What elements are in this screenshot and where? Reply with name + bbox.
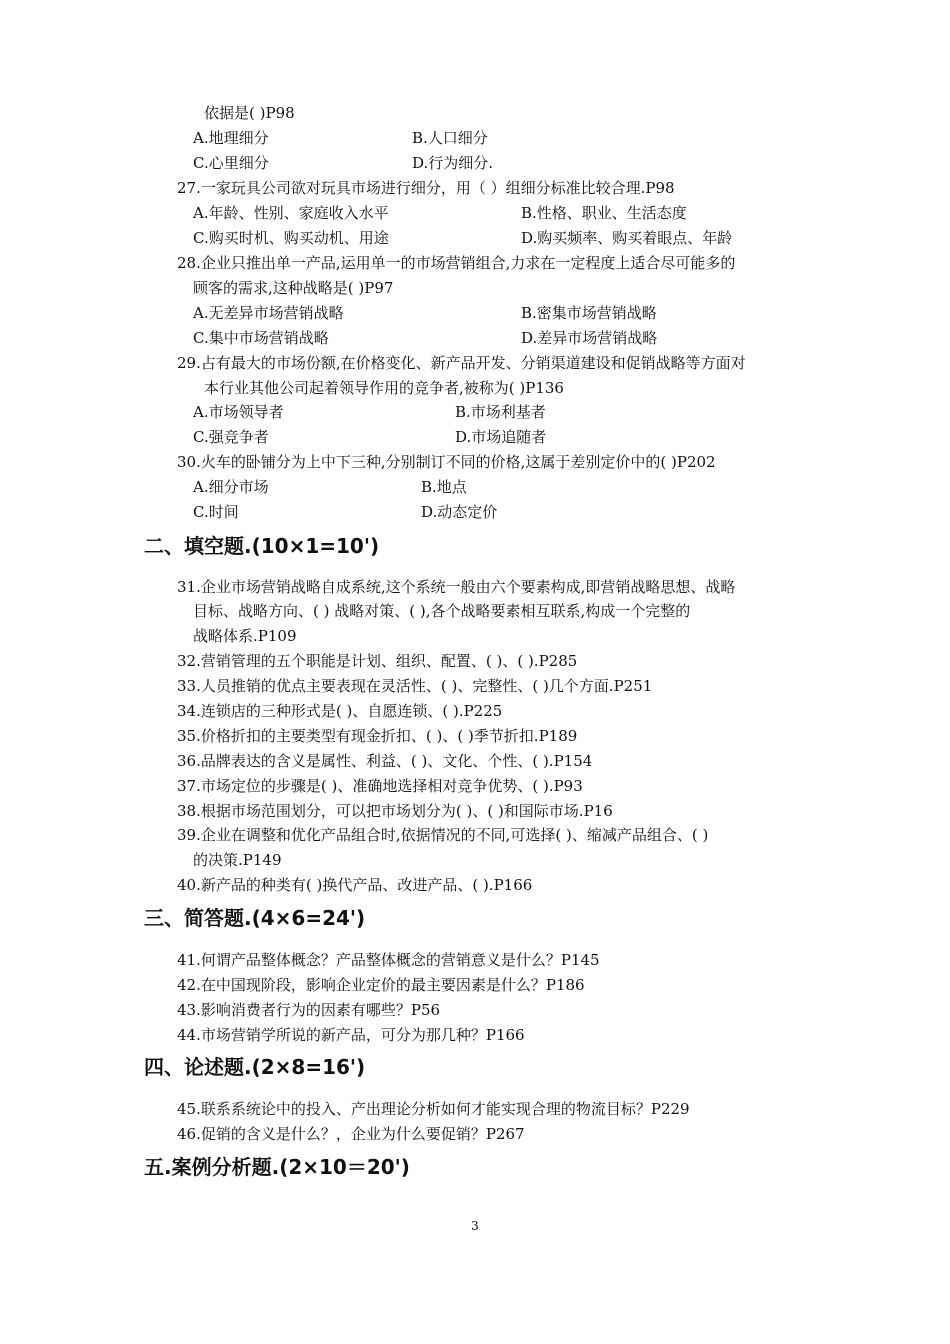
q30-option-c: C.时间 (193, 503, 239, 521)
question-37: 37.市场定位的步骤是( )、准确地选择相对竞争优势、( ).P93 (177, 777, 583, 795)
question-30: 30.火车的卧铺分为上中下三种,分别制订不同的价格,这属于差别定价中的( )P202 (177, 453, 716, 471)
q30-option-b: B.地点 (421, 478, 467, 496)
question-45: 45.联系系统论中的投入、产出理论分析如何才能实现合理的物流目标？P229 (177, 1100, 690, 1118)
question-46: 46.促销的含义是什么？，企业为什么要促销？P267 (177, 1125, 525, 1143)
question-28-line-2: 顾客的需求,这种战略是( )P97 (193, 279, 394, 297)
question-34: 34.连锁店的三种形式是( )、自愿连锁、( ).P225 (177, 702, 503, 720)
question-41: 41.何谓产品整体概念？产品整体概念的营销意义是什么？P145 (177, 951, 600, 969)
q29-option-a: A.市场领导者 (193, 403, 284, 421)
section-4-heading: 四、论述题.(2×8=16') (144, 1055, 366, 1079)
q30-option-d: D.动态定价 (421, 503, 498, 521)
question-31-line-2: 目标、战略方向、( ) 战略对策、( ),各个战略要素相互联系,构成一个完整的 (193, 602, 691, 620)
q27-option-a: A.年龄、性别、家庭收入水平 (193, 204, 389, 222)
page-number: 3 (471, 1219, 479, 1233)
question-42: 42.在中国现阶段，影响企业定价的最主要因素是什么？P186 (177, 976, 585, 994)
question-31-line-1: 31.企业市场营销战略自成系统,这个系统一般由六个要素构成,即营销战略思想、战略 (177, 578, 736, 596)
question-43: 43.影响消费者行为的因素有哪些？P56 (177, 1001, 441, 1019)
q26-option-d: D.行为细分. (412, 154, 494, 172)
q26-option-a: A.地理细分 (193, 129, 269, 147)
q27-option-b: B.性格、职业、生活态度 (521, 204, 687, 222)
section-2-heading: 二、填空题.(10×1=10') (144, 534, 380, 558)
question-29-line-2: 本行业其他公司起着领导作用的竞争者,被称为( )P136 (204, 379, 564, 397)
question-40: 40.新产品的种类有( )换代产品、改进产品、( ).P166 (177, 876, 533, 894)
q27-option-d: D.购买频率、购买着眼点、年龄 (521, 229, 733, 247)
section-5-heading: 五.案例分析题.(2×10＝20') (144, 1155, 410, 1179)
question-31-line-3: 战略体系.P109 (193, 627, 297, 645)
q30-option-a: A.细分市场 (193, 478, 269, 496)
q28-option-b: B.密集市场营销战略 (521, 304, 657, 322)
q27-option-c: C.购买时机、购买动机、用途 (193, 229, 389, 247)
q29-option-b: B.市场利基者 (455, 403, 546, 421)
q29-option-d: D.市场追随者 (455, 428, 547, 446)
q26-option-b: B.人口细分 (412, 129, 488, 147)
question-27: 27.一家玩具公司欲对玩具市场进行细分，用（ ）组细分标准比较合理.P98 (177, 179, 675, 197)
question-32: 32.营销管理的五个职能是计划、组织、配置、( )、( ).P285 (177, 652, 578, 670)
question-36: 36.品牌表达的含义是属性、利益、( )、文化、个性、( ).P154 (177, 752, 593, 770)
section-3-heading: 三、简答题.(4×6=24') (144, 906, 366, 930)
q26-option-c: C.心里细分 (193, 154, 269, 172)
question-44: 44.市场营销学所说的新产品，可分为那几种？P166 (177, 1026, 525, 1044)
question-33: 33.人员推销的优点主要表现在灵活性、( )、完整性、( )几个方面.P251 (177, 677, 653, 695)
question-29-line-1: 29.占有最大的市场份额,在价格变化、新产品开发、分销渠道建设和促销战略等方面对 (177, 354, 746, 372)
q28-option-c: C.集中市场营销战略 (193, 329, 329, 347)
q28-option-a: A.无差异市场营销战略 (193, 304, 344, 322)
q28-option-d: D.差异市场营销战略 (521, 329, 658, 347)
question-38: 38.根据市场范围划分，可以把市场划分为( )、( )和国际市场.P16 (177, 802, 613, 820)
q29-option-c: C.强竞争者 (193, 428, 269, 446)
question-28-line-1: 28.企业只推出单一产品,运用单一的市场营销组合,力求在一定程度上适合尽可能多的 (177, 254, 736, 272)
question-26-tail: 依据是( )P98 (204, 104, 295, 122)
question-35: 35.价格折扣的主要类型有现金折扣、( )、( )季节折扣.P189 (177, 727, 578, 745)
question-39-line-1: 39.企业在调整和优化产品组合时,依据情况的不同,可选择( )、缩减产品组合、( ) (177, 826, 709, 844)
question-39-line-2: 的决策.P149 (193, 851, 282, 869)
